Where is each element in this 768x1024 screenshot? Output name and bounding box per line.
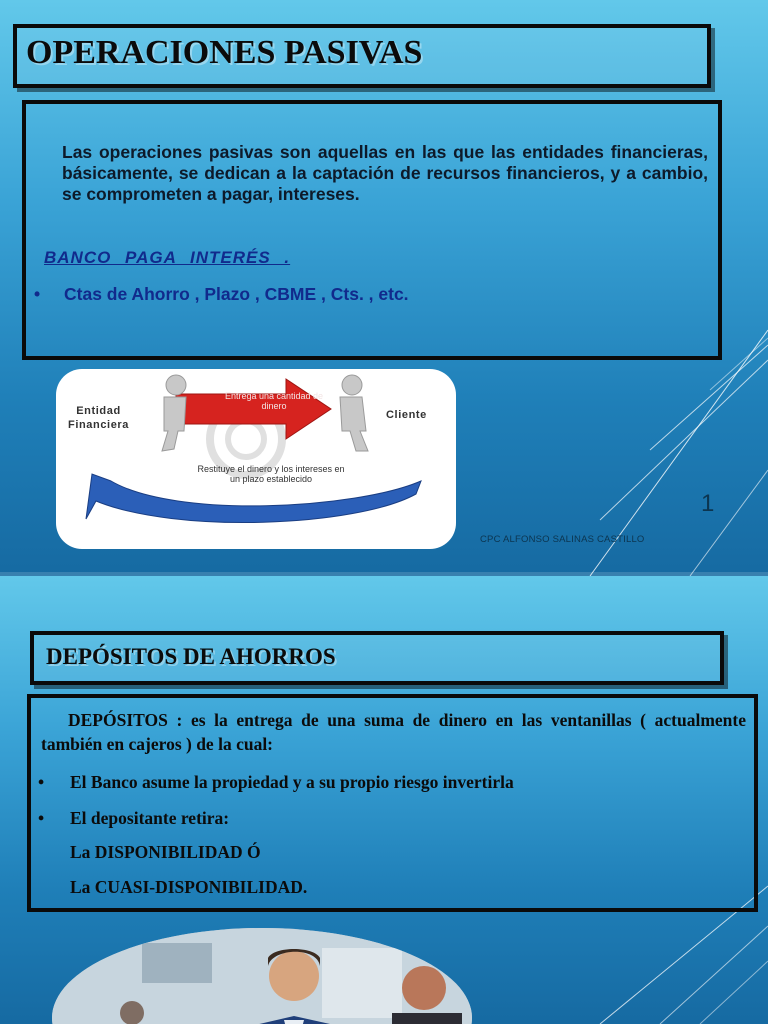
bullet-text: El Banco asume la propiedad y a su propio riesgo invertirla <box>70 772 514 792</box>
definition-paragraph: Las operaciones pasivas son aquellas en las que las entidades financieras, básicamente, se dedican a la captación de recursos financieros, y a cambio, se comprometen a pagar, intereses. <box>62 142 708 204</box>
arrow-text: Entrega una cantidad de dinero <box>224 391 324 411</box>
cliente-label: Cliente <box>386 409 427 421</box>
slide-title: OPERACIONES PASIVAS <box>26 34 423 71</box>
bullet-icon: • <box>38 772 45 792</box>
bullet-icon: • <box>38 808 45 828</box>
footer-author: CPC ALFONSO SALINAS CASTILLO <box>480 534 645 545</box>
slide-2 <box>0 576 768 1024</box>
cuasi-disponibilidad-line: La CUASI-DISPONIBILIDAD. <box>70 877 308 897</box>
page-number: 1 <box>701 490 715 517</box>
slide-title-2: DEPÓSITOS DE AHORROS <box>46 644 336 669</box>
bullet-text: El depositante retira: <box>70 808 230 828</box>
illustration <box>56 369 456 549</box>
content-box <box>22 100 722 360</box>
bullet-text: Ctas de Ahorro , Plazo , CBME , Cts. , etc. <box>64 284 409 304</box>
disponibilidad-line: La DISPONIBILIDAD Ó <box>70 842 261 862</box>
return-text: Restituye el dinero y los intereses en un plazo establecido <box>197 464 345 484</box>
subheading: BANCO PAGA INTERÉS . <box>44 248 291 267</box>
entidad-financiera-label: Entidad Financiera <box>68 405 130 431</box>
bullet-icon: • <box>34 284 41 304</box>
depositos-paragraph: DEPÓSITOS : es la entrega de una suma de dinero en las ventanillas ( actualmente también en cajeros ) de la cual: <box>41 710 746 754</box>
